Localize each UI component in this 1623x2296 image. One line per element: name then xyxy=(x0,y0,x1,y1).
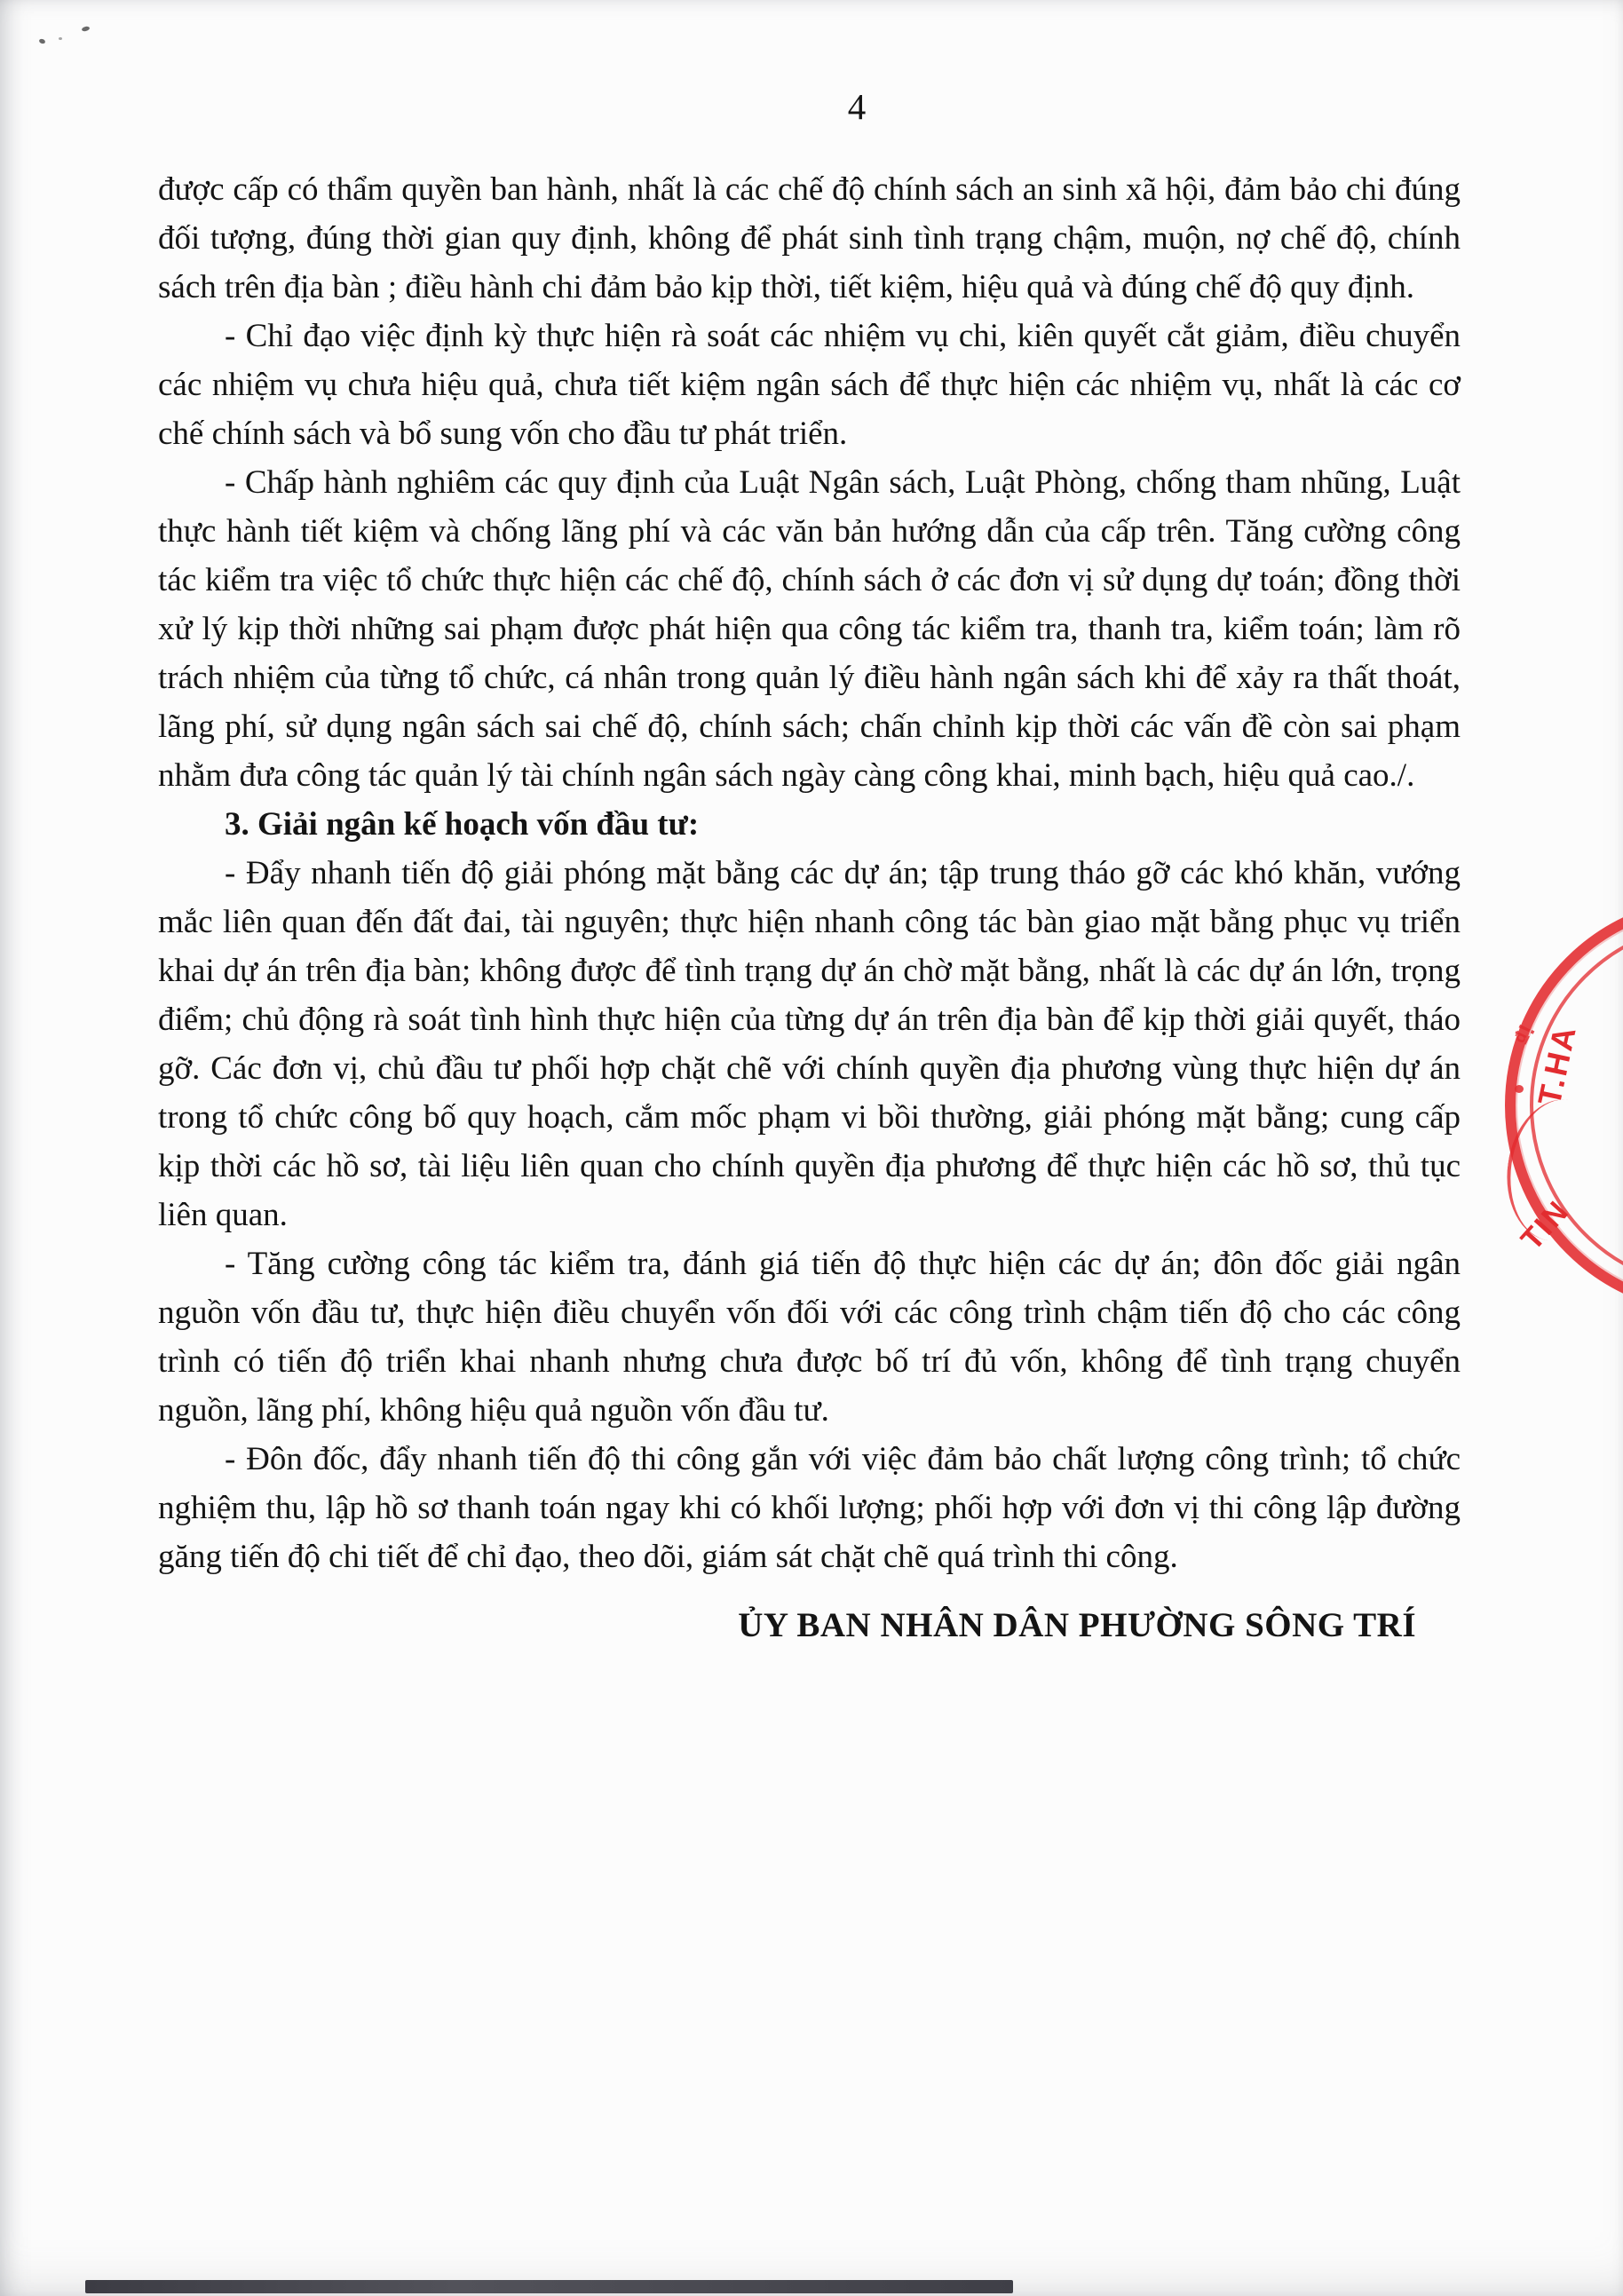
paragraph: - Đẩy nhanh tiến độ giải phóng mặt bằng các dự án; tập trung tháo gỡ các khó khăn, vướng mắc liên quan đến đất đai, tài nguyên; thực hiện nhanh công tác bàn giao mặt bằng phục vụ triển khai dự án trên địa bàn; không được để tình trạng dự án chờ mặt bằng, nhất là các dự án lớn, trọng điểm; chủ động rà soát tình hình thực hiện của từng dự án trên địa bàn để kịp thời giải quyết, tháo gỡ. Các đơn vị, chủ đầu tư phối hợp chặt chẽ với chính quyền địa phương vùng thực hiện dự án trong tổ chức công bố quy hoạch, cắm mốc phạm vi bồi thường, giải phóng mặt bằng; cung cấp kịp thời các hồ sơ, tài liệu liên quan cho chính quyền địa phương để thực hiện các hồ sơ, thủ tục liên quan. xyxy=(158,855,1461,1233)
paragraph: - Chấp hành nghiêm các quy định của Luật Ngân sách, Luật Phòng, chống tham nhũng, Luật thực hành tiết kiệm và chống lãng phí và các văn bản hướng dẫn của cấp trên. Tăng cường công tác kiểm tra việc tổ chức thực hiện các chế độ, chính sách ở các đơn vị sử dụng dự toán; đồng thời xử lý kịp thời những sai phạm được phát hiện qua công tác kiểm tra, thanh tra, kiểm toán; làm rõ trách nhiệm của từng tổ chức, cá nhân trong quản lý điều hành ngân sách khi để xảy ra thất thoát, lãng phí, sử dụng ngân sách sai chế độ, chính sách; chấn chỉnh kịp thời các vấn đề còn sai phạm nhằm đưa công tác quản lý tài chính ngân sách ngày càng công khai, minh bạch, hiệu quả cao./. xyxy=(158,464,1461,794)
scan-speck xyxy=(59,37,62,40)
red-stamp-text: ₫! xyxy=(1508,1019,1540,1049)
scan-speck xyxy=(38,38,45,44)
scan-speck xyxy=(82,26,91,32)
paragraph: - Chỉ đạo việc định kỳ thực hiện rà soát các nhiệm vụ chi, kiên quyết cắt giảm, điều chuyển các nhiệm vụ chưa hiệu quả, chưa tiết kiệm ngân sách để thực hiện các nhiệm vụ, nhất là các cơ chế chính sách và bổ sung vốn cho đầu tư phát triển. xyxy=(158,318,1461,452)
section-heading: 3. Giải ngân kế hoạch vốn đầu tư: xyxy=(225,806,700,843)
red-stamp-text: TIN xyxy=(1515,1193,1576,1257)
scanner-edge-artifact xyxy=(85,2280,1013,2293)
issuer-line: ỦY BAN NHÂN DÂN PHƯỜNG SÔNG TRÍ xyxy=(738,1606,1416,1644)
document-body xyxy=(158,165,1461,1650)
paragraph-continuation: được cấp có thẩm quyền ban hành, nhất là các chế độ chính sách an sinh xã hội, đảm bảo chi đúng đối tượng, đúng thời gian quy định, không để phát sinh tình trạng chậm, muộn, nợ chế độ, chính sách trên địa bàn ; điều hành chi đảm bảo kịp thời, tiết kiệm, hiệu quả và đúng chế độ quy định. xyxy=(158,171,1461,305)
red-stamp-dot xyxy=(1515,1085,1524,1093)
page-number: 4 xyxy=(847,86,867,127)
red-stamp-text: T.HA xyxy=(1531,1021,1584,1109)
paragraph: - Đôn đốc, đẩy nhanh tiến độ thi công gắn với việc đảm bảo chất lượng công trình; tổ chức nghiệm thu, lập hồ sơ thanh toán ngay khi có khối lượng; phối hợp với đơn vị thi công lập đường găng tiến độ chi tiết để chỉ đạo, theo dõi, giám sát chặt chẽ quá trình thi công. xyxy=(158,1441,1461,1575)
paragraph: - Tăng cường công tác kiểm tra, đánh giá tiến độ thực hiện các dự án; đôn đốc giải ngân nguồn vốn đầu tư, thực hiện điều chuyển vốn đối với các công trình chậm tiến độ cho các công trình có tiến độ triển khai nhanh nhưng chưa được bố trí đủ vốn, không để tình trạng chuyển nguồn, lãng phí, không hiệu quả nguồn vốn đầu tư. xyxy=(158,1246,1461,1429)
